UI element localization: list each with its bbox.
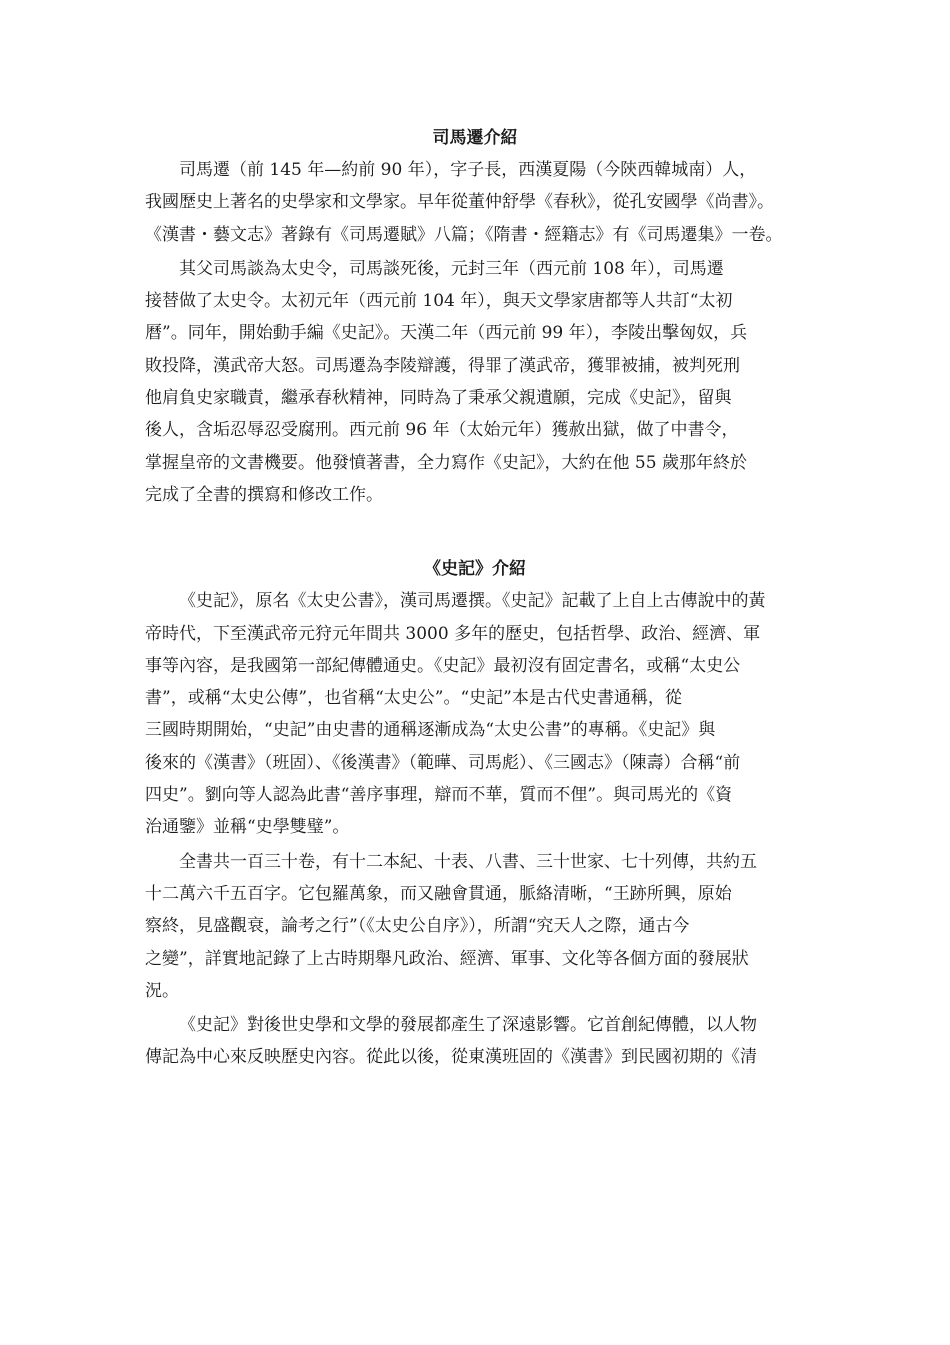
text-line: 之變”，詳實地記錄了上古時期舉凡政治、經濟、軍事、文化等各個方面的發展狀 [145, 948, 749, 969]
text-line: 四史”。劉向等人認為此書“善序事理，辯而不華，質而不俚”。與司馬光的《資 [145, 785, 733, 806]
text-line: 他肩負史家職責，繼承春秋精神，同時為了秉承父親遺願，完成《史記》，留與 [145, 388, 732, 409]
text-line: 治通鑒》並稱“史學雙璧”。 [145, 817, 350, 838]
text-line: 帝時代，下至漢武帝元狩元年間共 3000 多年的歷史，包括哲學、政治、經濟、軍 [145, 623, 761, 644]
text-line: 《史記》，原名《太史公書》，漢司馬遷撰。《史記》記載了上自上古傳說中的黃 [179, 591, 766, 612]
paragraph [145, 585, 805, 843]
text-line: 司馬遷（前 145 年—約前 90 年），字子長，西漢夏陽（今陝西韓城南）人， [179, 160, 757, 180]
text-line: 我國歷史上著名的史學家和文學家。早年從董仲舒學《春秋》，從孔安國學《尚書》。 [145, 192, 774, 213]
text-line: 傳記為中心來反映歷史內容。從此以後，從東漢班固的《漢書》到民國初期的《清 [145, 1047, 757, 1068]
text-line: 察終，見盛觀衰，論考之行”（《太史公自序》），所謂“究天人之際，通古今 [145, 916, 690, 937]
paragraph [145, 846, 805, 1007]
text-line: 曆”。同年，開始動手編《史記》。天漢二年（西元前 99 年），李陵出擊匈奴，兵 [145, 323, 748, 344]
text-line: 掌握皇帝的文書機要。他發憤著書，全力寫作《史記》，大約在他 55 歲那年終於 [145, 452, 747, 473]
text-line: 《漢書・藝文志》著錄有《司馬遷賦》八篇；《隋書・經籍志》有《司馬遷集》一卷。 [145, 224, 783, 245]
text-line: 後人，含垢忍辱忍受腐刑。西元前 96 年（太始元年）獲赦出獄，做了中書令， [145, 420, 739, 441]
paragraph [145, 1009, 805, 1074]
text-line: 後來的《漢書》（班固）、《後漢書》（範曄、司馬彪）、《三國志》（陳壽）合稱“前 [145, 752, 741, 773]
text-line: 全書共一百三十卷，有十二本紀、十表、八書、三十世家、七十列傳，共約五 [179, 851, 757, 872]
paragraph [145, 253, 805, 511]
text-line: 完成了全書的撰寫和修改工作。 [145, 484, 383, 505]
text-line: 《史記》對後世史學和文學的發展都產生了深遠影響。它首創紀傳體，以人物 [179, 1015, 757, 1036]
text-line: 事等內容，是我國第一部紀傳體通史。《史記》最初沒有固定書名，或稱“太史公 [145, 655, 741, 676]
text-line: 十二萬六千五百字。它包羅萬象，而又融會貫通，脈絡清晰，“王跡所興，原始 [145, 883, 732, 904]
text-line: 三國時期開始，“史記”由史書的通稱逐漸成為“太史公書”的專稱。《史記》與 [145, 720, 716, 741]
document-page [145, 0, 805, 1074]
text-line: 接替做了太史令。太初元年（西元前 104 年），與天文學家唐都等人共訂“太初 [145, 291, 733, 312]
section-title-sima-qian: 司馬遷介紹 [432, 128, 518, 148]
section-title-shiji: 《史記》介紹 [424, 559, 526, 580]
text-line: 況。 [145, 980, 179, 1001]
text-line: 書”，或稱“太史公傳”，也省稱“太史公”。“史記”本是古代史書通稱，從 [145, 688, 682, 709]
text-line: 敗投降，漢武帝大怒。司馬遷為李陵辯護，得罪了漢武帝，獲罪被捕，被判死刑 [145, 355, 740, 376]
text-line: 其父司馬談為太史令，司馬談死後，元封三年（西元前 108 年），司馬遷 [179, 258, 724, 279]
paragraph [145, 154, 805, 251]
